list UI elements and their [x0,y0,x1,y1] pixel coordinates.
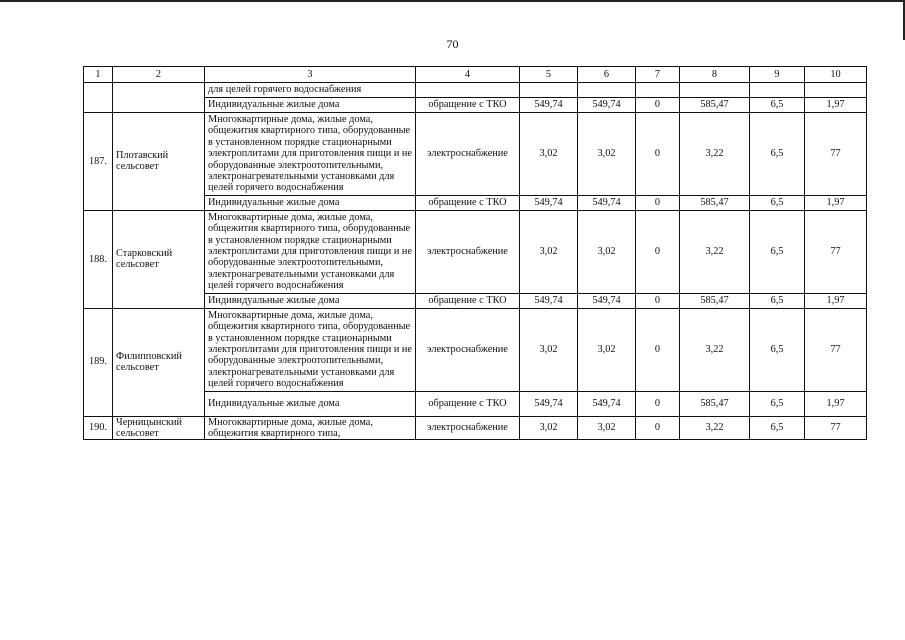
value-cell: 6,5 [750,195,805,210]
value-cell [750,83,805,98]
category-cell: Многоквартирные дома, жилые дома, общежития квартирного типа, оборудованные в установленном порядке стационарными электроплитами для приготовления пищи и не оборудованные электроотопительными, электронагревательными установками для целей горячего водоснабжения [205,113,416,196]
num-cell: 189. [84,308,113,416]
category-cell: Индивидуальные жилые дома [205,98,416,113]
value-cell [680,83,750,98]
value-cell: 3,02 [578,113,636,196]
value-cell: 6,5 [750,391,805,416]
header-cell: 7 [636,67,680,83]
value-cell: 77 [805,210,867,293]
header-cell: 6 [578,67,636,83]
value-cell: 549,74 [578,195,636,210]
value-cell: 3,02 [520,416,578,440]
num-cell [84,83,113,113]
header-row [84,67,867,83]
header-cell: 1 [84,67,113,83]
value-cell [520,83,578,98]
service-cell: электроснабжение [416,308,520,391]
page-number: 70 [446,37,459,51]
value-cell: 3,02 [520,308,578,391]
value-cell: 0 [636,293,680,308]
value-cell: 6,5 [750,293,805,308]
table-row [84,210,867,293]
tariff-table [83,66,867,440]
value-cell: 77 [805,416,867,440]
header-cell: 8 [680,67,750,83]
value-cell: 6,5 [750,210,805,293]
value-cell: 77 [805,113,867,196]
service-cell: электроснабжение [416,210,520,293]
value-cell: 585,47 [680,293,750,308]
table-row [84,308,867,391]
value-cell: 6,5 [750,308,805,391]
category-cell: для целей горячего водоснабжения [205,83,416,98]
category-cell: Многоквартирные дома, жилые дома, общежития квартирного типа, оборудованные в установленном порядке стационарными электроплитами для приготовления пищи и не оборудованные электроотопительными, электронагревательными установками для целей горячего водоснабжения [205,210,416,293]
num-cell: 190. [84,416,113,440]
name-cell [113,83,205,113]
header-cell: 5 [520,67,578,83]
header-cell: 9 [750,67,805,83]
name-cell: Старковский сельсовет [113,210,205,308]
value-cell: 0 [636,98,680,113]
value-cell: 3,02 [578,416,636,440]
value-cell: 1,97 [805,293,867,308]
category-cell: Индивидуальные жилые дома [205,195,416,210]
name-cell: Филипповский сельсовет [113,308,205,416]
value-cell: 3,02 [578,308,636,391]
scan-border-top [0,0,905,2]
name-cell: Черницынский сельсовет [113,416,205,440]
value-cell: 0 [636,391,680,416]
value-cell: 0 [636,195,680,210]
value-cell: 3,22 [680,308,750,391]
value-cell: 549,74 [520,98,578,113]
value-cell: 3,02 [578,210,636,293]
service-cell: обращение с ТКО [416,391,520,416]
value-cell [578,83,636,98]
value-cell: 585,47 [680,195,750,210]
value-cell: 6,5 [750,113,805,196]
value-cell [805,83,867,98]
num-cell: 187. [84,113,113,211]
value-cell: 549,74 [578,293,636,308]
value-cell: 1,97 [805,195,867,210]
service-cell: обращение с ТКО [416,293,520,308]
category-cell: Многоквартирные дома, жилые дома, общежития квартирного типа, оборудованные в установленном порядке стационарными электроплитами для приготовления пищи и не оборудованные электроотопительными, электронагревательными установками для целей горячего водоснабжения [205,308,416,391]
table-row [84,83,867,98]
header-cell: 2 [113,67,205,83]
value-cell: 0 [636,416,680,440]
value-cell: 549,74 [520,293,578,308]
value-cell: 3,02 [520,210,578,293]
service-cell: электроснабжение [416,113,520,196]
value-cell: 549,74 [578,98,636,113]
value-cell: 0 [636,113,680,196]
service-cell: электроснабжение [416,416,520,440]
header-cell: 4 [416,67,520,83]
category-cell: Индивидуальные жилые дома [205,391,416,416]
value-cell: 1,97 [805,391,867,416]
service-cell [416,83,520,98]
header-cell: 3 [205,67,416,83]
value-cell: 549,74 [578,391,636,416]
value-cell [636,83,680,98]
value-cell: 0 [636,210,680,293]
value-cell: 6,5 [750,98,805,113]
num-cell: 188. [84,210,113,308]
header-cell: 10 [805,67,867,83]
service-cell: обращение с ТКО [416,195,520,210]
category-cell: Индивидуальные жилые дома [205,293,416,308]
value-cell: 549,74 [520,391,578,416]
value-cell: 1,97 [805,98,867,113]
value-cell: 3,22 [680,416,750,440]
table-row [84,113,867,196]
value-cell: 549,74 [520,195,578,210]
value-cell: 585,47 [680,391,750,416]
value-cell: 3,02 [520,113,578,196]
value-cell: 77 [805,308,867,391]
value-cell: 6,5 [750,416,805,440]
value-cell: 0 [636,308,680,391]
value-cell: 3,22 [680,113,750,196]
value-cell: 3,22 [680,210,750,293]
table-row [84,416,867,440]
service-cell: обращение с ТКО [416,98,520,113]
category-cell: Многоквартирные дома, жилые дома, общежития квартирного типа, [205,416,416,440]
value-cell: 585,47 [680,98,750,113]
name-cell: Плотавский сельсовет [113,113,205,211]
